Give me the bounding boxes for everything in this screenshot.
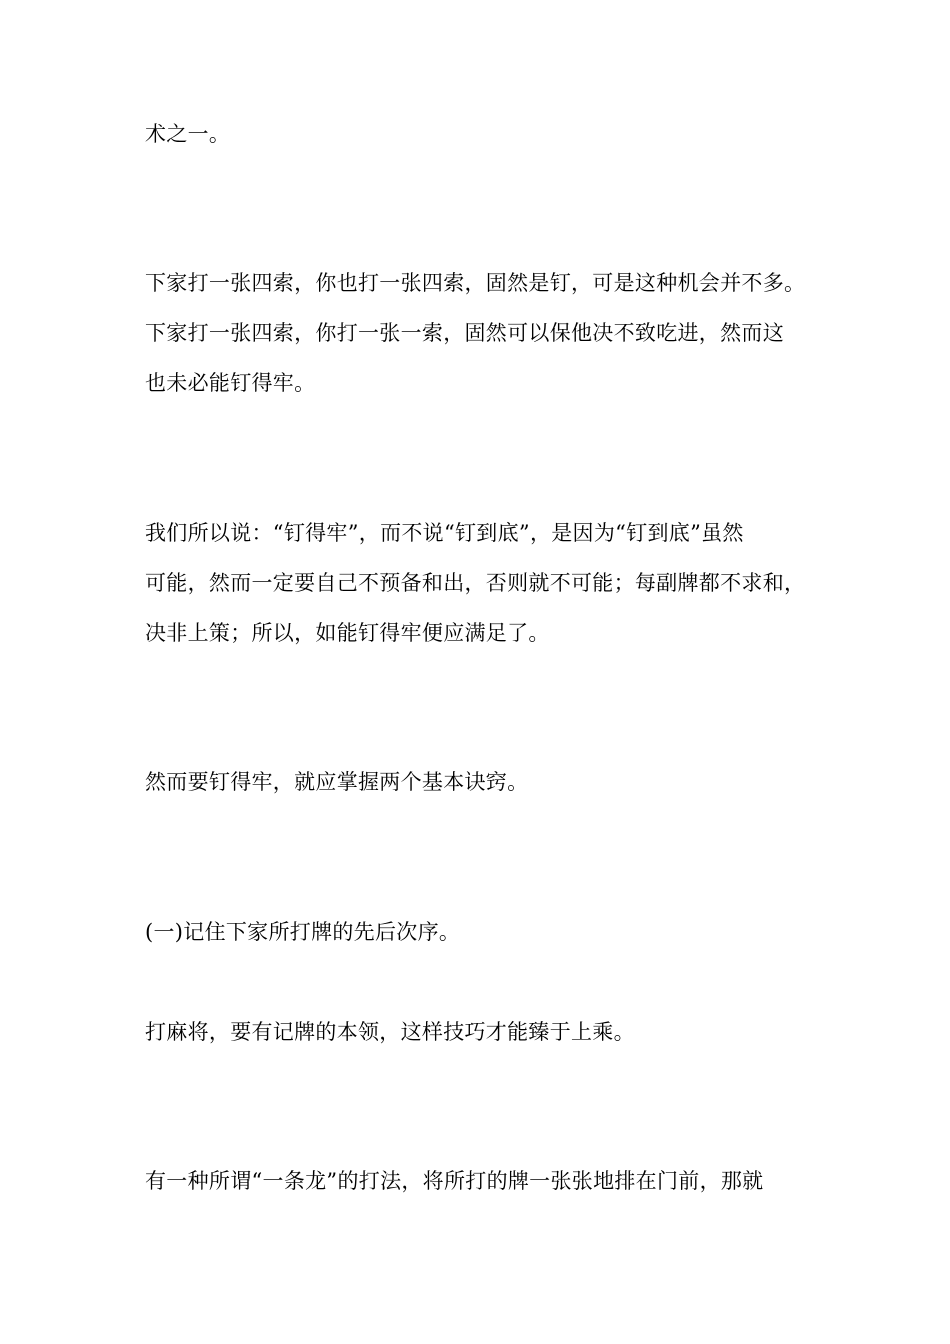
text-line: 打麻将，要有记牌的本领，这样技巧才能臻于上乘。	[145, 1020, 635, 1044]
text-line: 然而要钉得牢，就应掌握两个基本诀窍。	[145, 770, 529, 794]
text-line: 术之一。	[145, 122, 231, 146]
text-line: 下家打一张四索，你打一张一索，固然可以保他决不致吃进，然而这	[145, 321, 784, 345]
text-line: 下家打一张四索，你也打一张四索，固然是钉，可是这种机会并不多。	[145, 271, 806, 295]
text-line: 我们所以说：“钉得牢”，而不说“钉到底”，是因为“钉到底”虽然	[145, 521, 744, 545]
text-line: 有一种所谓“一条龙”的打法，将所打的牌一张张地排在门前，那就	[145, 1169, 764, 1193]
section-heading: (一)记住下家所打牌的先后次序。	[145, 920, 461, 944]
text-line: 也未必能钉得牢。	[145, 371, 316, 395]
text-line: 决非上策；所以，如能钉得牢便应满足了。	[145, 621, 550, 645]
text-line: 可能，然而一定要自己不预备和出，否则就不可能；每副牌都不求和，	[145, 571, 806, 595]
